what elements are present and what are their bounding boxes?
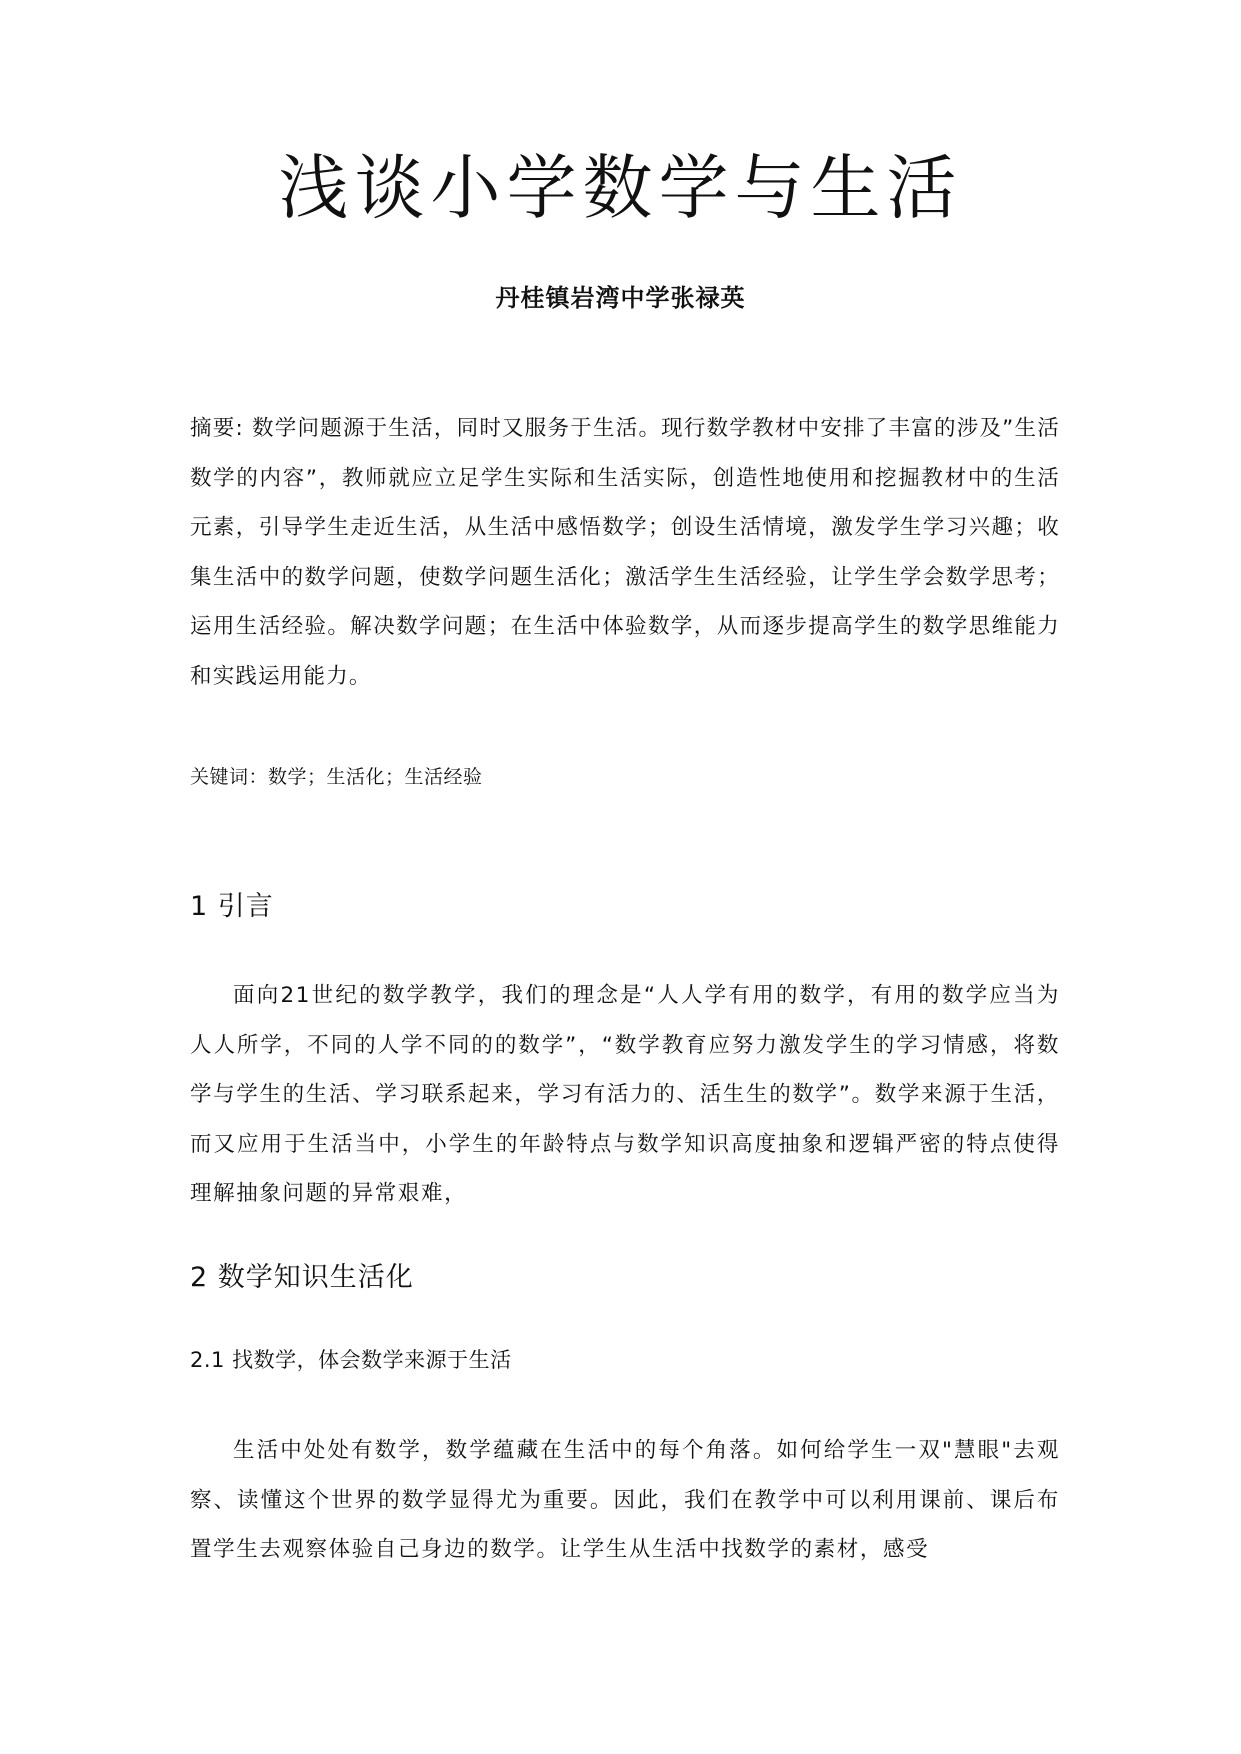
section-2-1-paragraph: 生活中处处有数学，数学蕴藏在生活中的每个角落。如何给学生一双"慧眼"去观察、读懂这个世界的数学显得尤为重要。因此，我们在教学中可以利用课前、课后布置学生去观察体验自己身边的数学。让学生从生活中找数学的素材，感受 [190,1438,1060,1563]
introduction-paragraph: 面向21世纪的数学教学，我们的理念是“人人学有用的数学，有用的数学应当为人人所学，不同的人学不同的的数学”，“数学教育应努力激发学生的学习情感，将数学与学生的生活、学习联系起来，学习有活力的、活生生的数学”。数学来源于生活，而又应用于生活当中，小学生的年龄特点与数学知识高度抽象和逻辑严密的特点使得理解抽象问题的异常艰难， [190,983,1060,1207]
abstract-text: 数学问题源于生活，同时又服务于生活。现行数学教材中安排了丰富的涉及”生活数学的内容”，教师就应立足学生实际和生活实际，创造性地使用和挖掘教材中的生活元素，引导学生走近生活，从生活中感悟数学；创设生活情境，激发学生学习兴趣；收集生活中的数学问题，使数学问题生活化；激活学生生活经验，让学生学会数学思考；运用生活经验。解决数学问题；在生活中体验数学，从而逐步提高学生的数学思维能力和实践运用能力。 [190,416,1060,689]
section-heading-2: 2 数学知识生活化 [190,1262,414,1293]
section-heading-introduction: 1 引言 [190,891,274,922]
keywords: 关键词：数学；生活化；生活经验 [190,766,483,788]
subsection-heading-2-1: 2.1 找数学，体会数学来源于生活 [190,1348,512,1372]
abstract-label: 摘要: [190,416,244,441]
document-title: 浅谈小学数学与生活 [278,147,963,229]
abstract [190,404,1060,702]
author-line: 丹桂镇岩湾中学张禄英 [495,284,746,312]
